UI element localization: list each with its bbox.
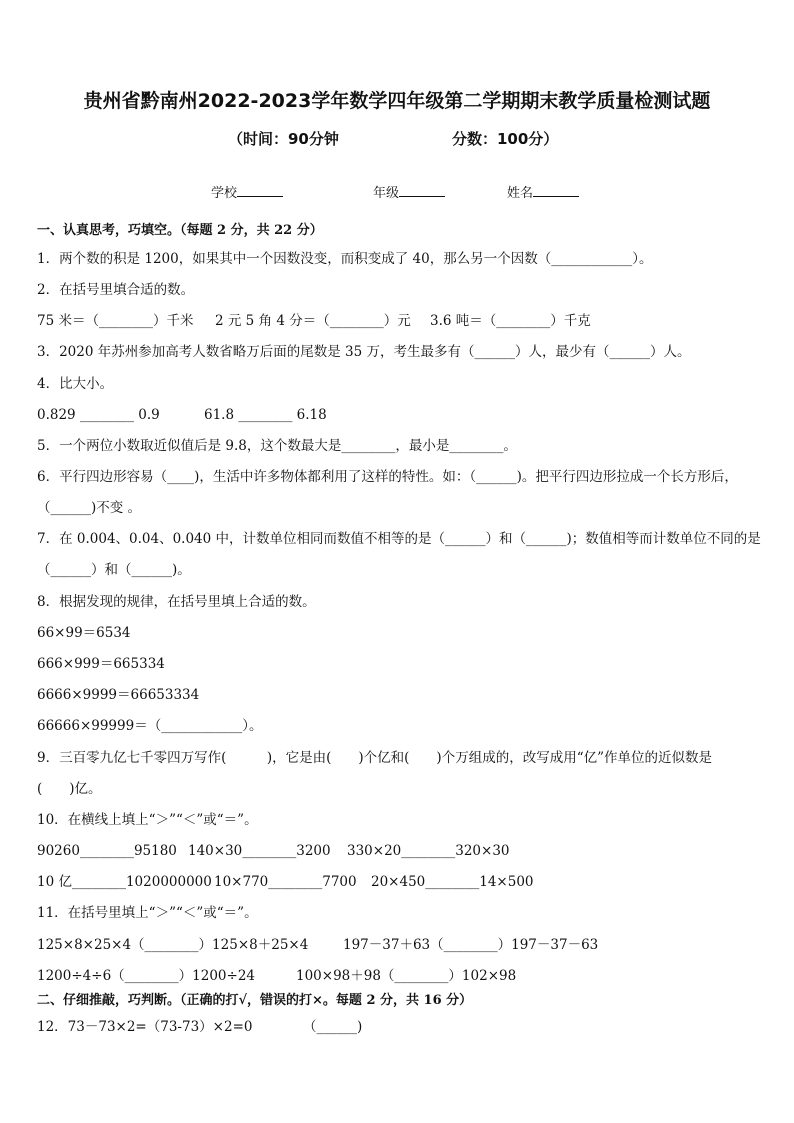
question-10f: 20×450________14×500 bbox=[371, 874, 534, 890]
question-10b: 140×30________3200 bbox=[188, 843, 331, 859]
question-2b: 2 元 5 角 4 分＝（________）元 bbox=[215, 313, 411, 329]
grade-label: 年级 bbox=[373, 186, 400, 201]
question-3: 3．2020 年苏州参加高考人数省略万后面的尾数是 35 万，考生最多有（______）人，最少有（______）人。 bbox=[37, 344, 691, 360]
school-blank[interactable] bbox=[237, 184, 283, 197]
question-5: 5．一个两位小数取近似值后是 9.8，这个数最大是________，最小是________。 bbox=[37, 438, 517, 454]
question-7-line2: （______）和（______)。 bbox=[37, 562, 191, 578]
name-blank[interactable] bbox=[533, 184, 579, 197]
question-12-blank[interactable]: （______) bbox=[303, 1019, 363, 1035]
question-11: 11．在括号里填上“＞”“＜”或“＝”。 bbox=[37, 905, 258, 921]
school-label: 学校 bbox=[211, 186, 238, 201]
question-10d: 10 亿________1020000000 bbox=[37, 874, 212, 890]
question-2c: 3.6 吨＝（________）千克 bbox=[430, 313, 591, 329]
section-1-title: 一、认真思考，巧填空。（每题 2 分，共 22 分） bbox=[37, 223, 323, 238]
question-4b: 61.8 ________ 6.18 bbox=[204, 407, 327, 423]
question-8-eq2: 666×999＝665334 bbox=[37, 656, 165, 672]
page-title: 贵州省黔南州2022-2023学年数学四年级第二学期期末教学质量检测试题 bbox=[83, 90, 711, 112]
question-4a: 0.829 ________ 0.9 bbox=[37, 407, 160, 423]
question-9-line1: 9．三百零九亿七千零四万写作( )，它是由( )个亿和( )个万组成的，改写成用“亿”作单位的近似数是 bbox=[37, 750, 712, 766]
grade-field bbox=[373, 182, 445, 201]
question-10: 10．在横线上填上“＞”“＜”或“＝”。 bbox=[37, 812, 258, 828]
question-2: 2．在括号里填合适的数。 bbox=[37, 282, 195, 298]
question-11c: 1200÷4÷6（________）1200÷24 bbox=[37, 968, 256, 984]
exam-score: 分数：100分） bbox=[452, 130, 559, 148]
question-9-line2: ( )亿。 bbox=[37, 781, 102, 797]
section-2-title: 二、仔细推敲，巧判断。（正确的打√，错误的打×。每题 2 分，共 16 分） bbox=[37, 993, 473, 1008]
question-6-line2: （______)不变 。 bbox=[37, 500, 142, 516]
school-field bbox=[211, 182, 283, 201]
name-field bbox=[507, 182, 579, 201]
question-11b: 197－37＋63（________）197－37－63 bbox=[343, 937, 599, 953]
question-10c: 330×20________320×30 bbox=[347, 843, 510, 859]
question-4: 4．比大小。 bbox=[37, 376, 114, 392]
question-7-line1: 7．在 0.004、0.04、0.040 中，计数单位相同而数值不相等的是（______）和（______)；数值相等而计数单位不同的是 bbox=[37, 531, 761, 547]
question-8: 8．根据发现的规律，在括号里填上合适的数。 bbox=[37, 594, 316, 610]
question-11a: 125×8×25×4（________）125×8＋25×4 bbox=[37, 937, 309, 953]
question-8-eq1: 66×99＝6534 bbox=[37, 625, 131, 641]
question-12: 12．73－73×2=（73-73）×2=0 bbox=[37, 1019, 253, 1035]
question-10a: 90260________95180 bbox=[37, 843, 177, 859]
question-8-eq3: 6666×9999＝66653334 bbox=[37, 687, 200, 703]
question-2a: 75 米＝（________）千米 bbox=[37, 313, 194, 329]
name-label: 姓名 bbox=[507, 186, 534, 201]
question-11d: 100×98＋98（________）102×98 bbox=[296, 968, 517, 984]
exam-time: （时间：90分钟 bbox=[228, 130, 339, 148]
grade-blank[interactable] bbox=[399, 184, 445, 197]
question-8-eq4: 66666×99999＝（____________）。 bbox=[37, 718, 263, 734]
question-10e: 10×770________7700 bbox=[214, 874, 357, 890]
question-1: 1．两个数的积是 1200，如果其中一个因数没变，而积变成了 40，那么另一个因数（____________）。 bbox=[37, 251, 653, 267]
question-6-line1: 6．平行四边形容易（____)，生活中许多物体都利用了这样的特性。如：（______)。把平行四边形拉成一个长方形后， bbox=[37, 469, 738, 485]
